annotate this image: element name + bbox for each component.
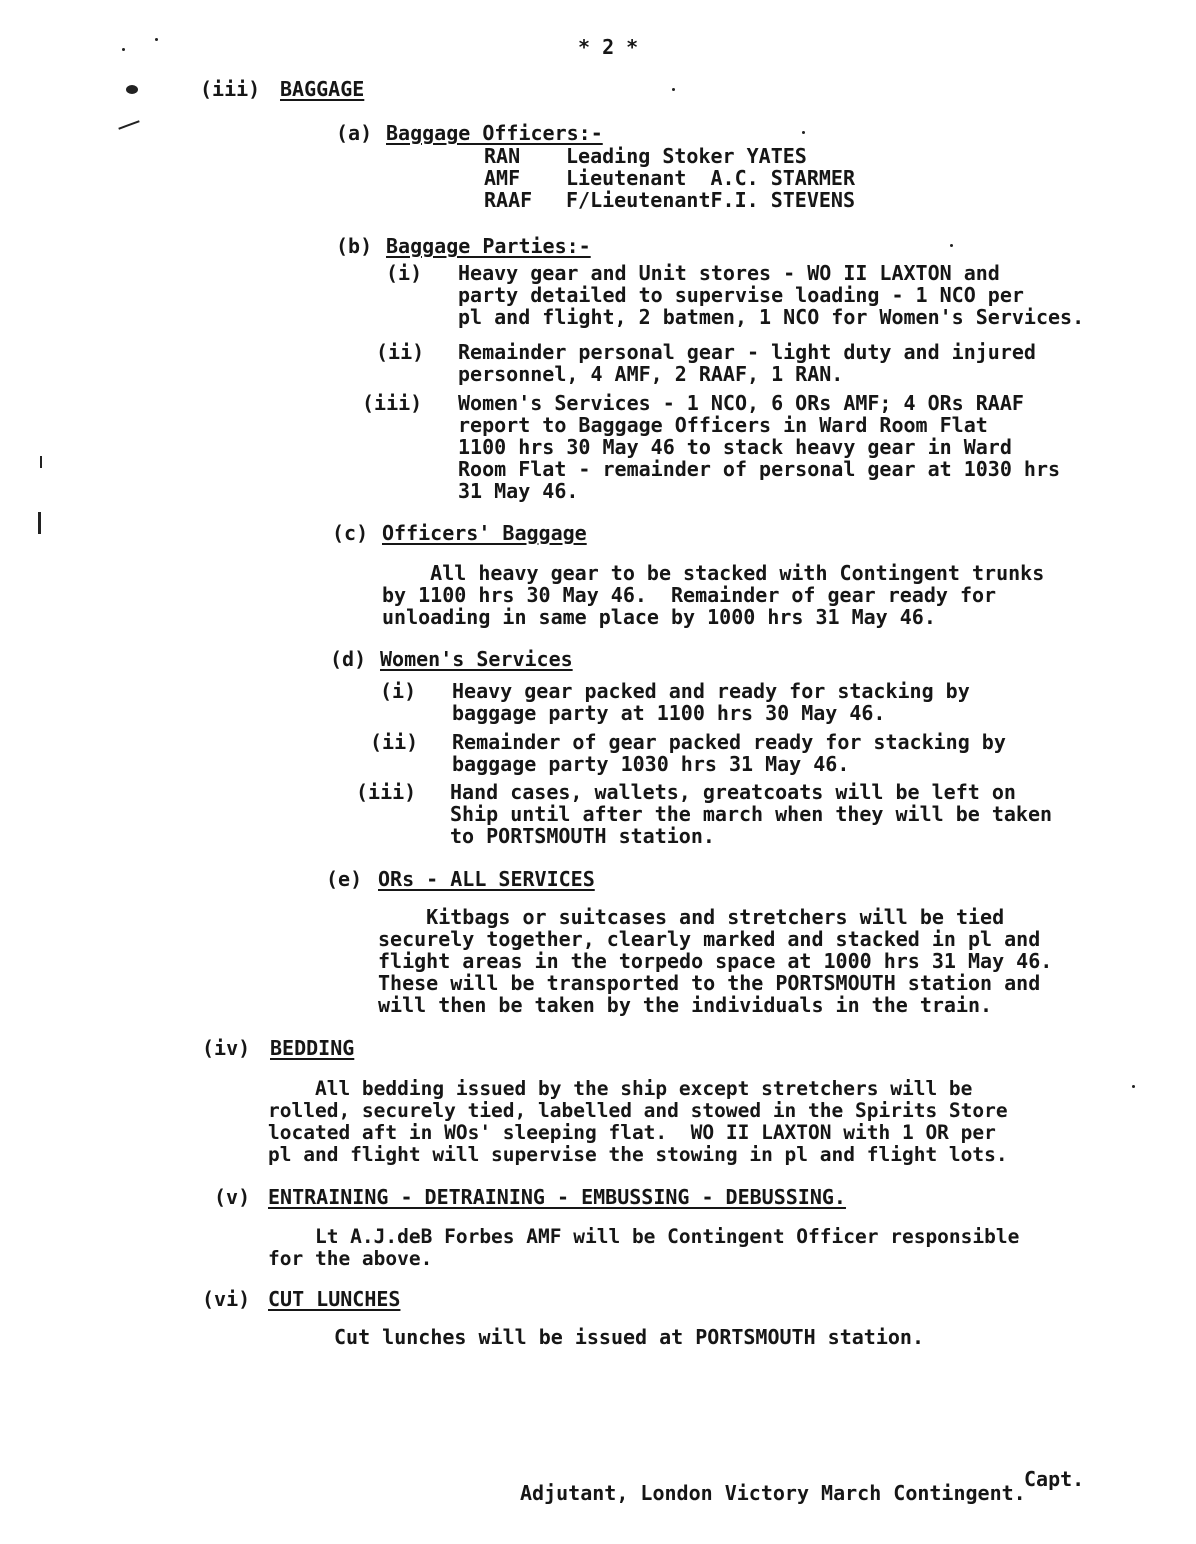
section-title-baggage: BAGGAGE [280,77,365,101]
section-number: (vi) [202,1287,251,1311]
item-text: Remainder of gear packed ready for stacking by baggage party 1030 hrs 31 May 46. [452,730,1006,776]
subsection-label: (a) [336,121,373,145]
item-text: Heavy gear and Unit stores - WO II LAXTON and party detailed to supervise loading - 1 NCO per pl and flight, 2 batmen, 1 NCO for Women's Services. [458,261,1085,329]
item-text: Remainder personal gear - light duty and injured personnel, 4 AMF, 2 RAAF, 1 RAN. [458,340,1036,386]
ink-speck [122,48,125,51]
item-number: (ii) [376,340,425,364]
officer-service: AMF [484,166,521,190]
subsection-title-womens-services: Women's Services [380,647,573,671]
section-number: (iv) [202,1036,251,1060]
item-number: (i) [386,261,423,285]
paragraph-officers-baggage: All heavy gear to be stacked with Contingent trunks by 1100 hrs 30 May 46. Remainder of gear ready for unloading in same place by 1000 hrs 31 May 46. [382,561,1045,629]
subsection-title-baggage-officers: Baggage Officers:- [386,121,603,145]
subsection-title-ors-all-services: ORs - ALL SERVICES [378,867,595,891]
paragraph-ors-all-services: Kitbags or suitcases and stretchers will be tied securely together, clearly marked and stacked in pl and flight areas in the torpedo space at 1000 hrs 31 May 46. These will be transported to the PORTSMOUTH station and will then be taken by the individuals in the train. [378,905,1053,1017]
ink-speck [155,38,158,41]
page-number: * 2 * [578,35,639,59]
paragraph-cut-lunches: Cut lunches will be issued at PORTSMOUTH station. [334,1325,925,1349]
section-title-bedding: BEDDING [270,1036,355,1060]
ink-speck [672,88,675,91]
paragraph-bedding: All bedding issued by the ship except stretchers will be rolled, securely tied, labelled and stowed in the Spirits Store located aft in WOs' sleeping flat. WO II LAXTON with 1 OR per pl and flight will supervise the stowing in pl and flight lots. [268,1077,1008,1166]
subsection-title-officers-baggage: Officers' Baggage [382,521,587,545]
officer-name: Lieutenant A.C. STARMER [566,166,855,190]
officer-service: RAAF [484,188,533,212]
officer-name: F/LieutenantF.I. STEVENS [566,188,855,212]
ink-speck [802,131,805,134]
subsection-label: (e) [326,867,363,891]
margin-mark [40,456,42,468]
section-number: (iii) [200,77,261,101]
signature-line: Adjutant, London Victory March Contingent. [520,1481,1026,1505]
section-number: (v) [214,1185,251,1209]
paragraph-entraining: Lt A.J.deB Forbes AMF will be Contingent Officer responsible for the above. [268,1225,1020,1270]
ink-speck [126,85,138,94]
subsection-label: (c) [332,521,369,545]
subsection-title-baggage-parties: Baggage Parties:- [386,234,591,258]
item-number: (iii) [362,391,423,415]
subsection-label: (d) [330,647,367,671]
item-number: (ii) [370,730,419,754]
margin-mark [118,120,139,129]
item-number: (i) [380,679,417,703]
ink-speck [1132,1085,1135,1088]
item-text: Heavy gear packed and ready for stacking by baggage party at 1100 hrs 30 May 46. [452,679,970,725]
officer-name: Leading Stoker YATES [566,144,807,168]
margin-mark [38,512,41,534]
officer-service: RAN [484,144,521,168]
item-number: (iii) [356,780,417,804]
section-title-entraining: ENTRAINING - DETRAINING - EMBUSSING - DEBUSSING. [268,1185,846,1209]
item-text: Hand cases, wallets, greatcoats will be left on Ship until after the march when they will be taken to PORTSMOUTH station. [450,780,1053,848]
signature-rank: Capt. [1024,1467,1085,1491]
ink-speck [950,244,953,247]
subsection-label: (b) [336,234,373,258]
item-text: Women's Services - 1 NCO, 6 ORs AMF; 4 ORs RAAF report to Baggage Officers in Ward Room Flat 1100 hrs 30 May 46 to stack heavy gear in Ward Room Flat - remainder of personal gear at 1030 hrs 31 May 46. [458,391,1061,503]
section-title-cut-lunches: CUT LUNCHES [268,1287,401,1311]
